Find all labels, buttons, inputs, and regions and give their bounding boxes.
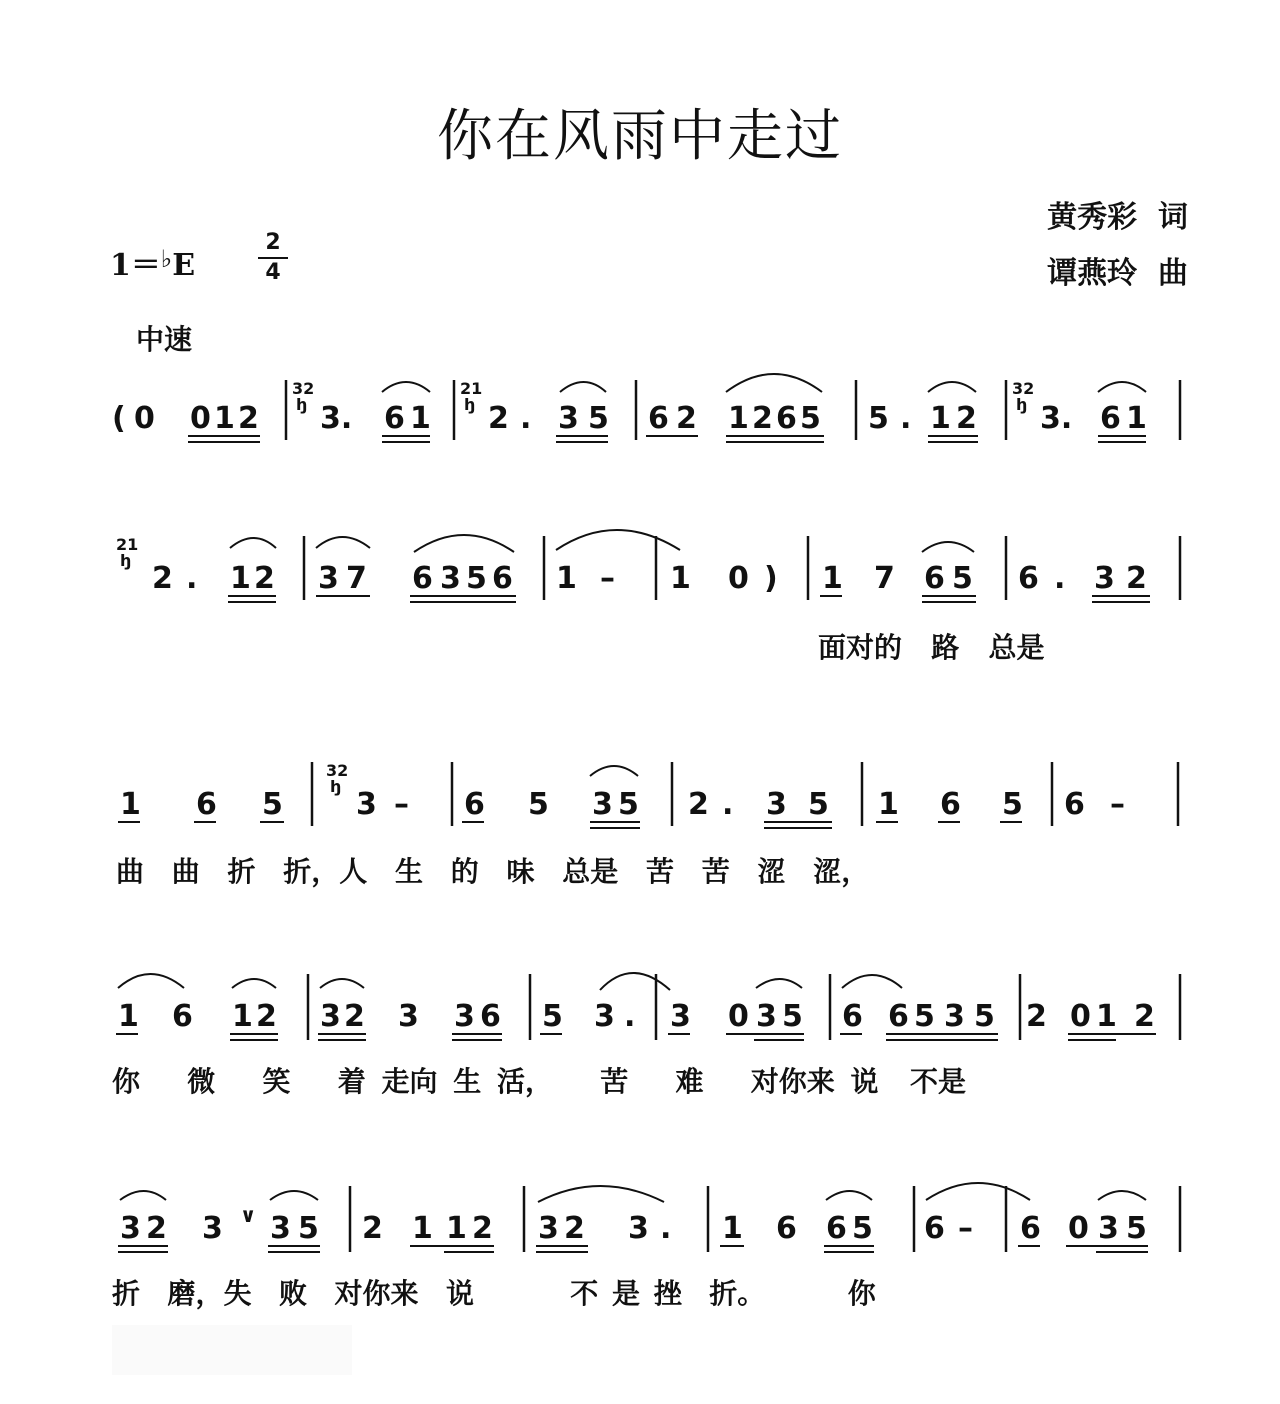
svg-text:6: 6 <box>1020 1211 1041 1246</box>
svg-text:5: 5 <box>868 401 889 436</box>
svg-text:6: 6 <box>826 1211 847 1246</box>
lyricist-credit: 黄秀彩 词 <box>1047 200 1188 235</box>
svg-text:3: 3 <box>454 999 475 1034</box>
svg-text:.: . <box>520 401 532 436</box>
svg-text:1: 1 <box>556 561 577 596</box>
svg-text:2: 2 <box>676 401 697 436</box>
svg-text:3: 3 <box>670 999 691 1034</box>
svg-text:1: 1 <box>410 401 431 436</box>
svg-text:2: 2 <box>362 1211 383 1246</box>
svg-text:3: 3 <box>594 999 615 1034</box>
svg-text:3: 3 <box>538 1211 559 1246</box>
svg-text:2: 2 <box>1134 999 1155 1034</box>
svg-text:5: 5 <box>952 561 973 596</box>
svg-text:3: 3 <box>766 787 787 822</box>
svg-text:ꜧ: ꜧ <box>296 395 308 414</box>
svg-text:5: 5 <box>914 999 935 1034</box>
svg-text:0: 0 <box>728 999 749 1034</box>
svg-text:3: 3 <box>1094 561 1115 596</box>
svg-text:6: 6 <box>888 999 909 1034</box>
key-prefix: 1＝ <box>110 248 161 283</box>
flat-sign: ♭ <box>160 244 173 273</box>
song-title: 你在风雨中走过 <box>437 104 843 169</box>
notation-row-4 <box>116 973 1180 1040</box>
svg-text:3: 3 <box>756 999 777 1034</box>
svg-text:2: 2 <box>1026 999 1047 1034</box>
svg-text:3: 3 <box>1098 1211 1119 1246</box>
svg-text:2: 2 <box>1126 561 1147 596</box>
svg-text:.: . <box>900 401 912 436</box>
svg-text:6: 6 <box>1064 787 1085 822</box>
svg-text:6: 6 <box>492 561 513 596</box>
svg-text:6: 6 <box>924 561 945 596</box>
svg-text:1: 1 <box>878 787 899 822</box>
svg-text:.: . <box>186 561 198 596</box>
svg-text:–: – <box>1110 787 1125 822</box>
svg-text:2: 2 <box>488 401 509 436</box>
svg-text:7: 7 <box>874 561 895 596</box>
svg-text:5: 5 <box>808 787 829 822</box>
svg-text:–: – <box>394 787 409 822</box>
svg-text:6: 6 <box>464 787 485 822</box>
svg-text:5: 5 <box>1126 1211 1147 1246</box>
svg-text:–: – <box>958 1211 973 1246</box>
svg-text:5: 5 <box>800 401 821 436</box>
svg-text:2: 2 <box>146 1211 167 1246</box>
svg-text:6: 6 <box>1100 401 1121 436</box>
svg-text:1: 1 <box>722 1211 743 1246</box>
svg-text:3: 3 <box>202 1211 223 1246</box>
notation-row-1 <box>112 374 1180 442</box>
lyric-line-2: 面对的 路 总是 <box>818 631 1045 664</box>
svg-text:0: 0 <box>134 401 155 436</box>
svg-text:5: 5 <box>852 1211 873 1246</box>
svg-text:1: 1 <box>230 561 251 596</box>
svg-text:2: 2 <box>688 787 709 822</box>
svg-text:3: 3 <box>558 401 579 436</box>
svg-text:5: 5 <box>782 999 803 1034</box>
svg-text:6: 6 <box>1018 561 1039 596</box>
svg-text:∨: ∨ <box>240 1203 257 1227</box>
svg-text:3: 3 <box>356 787 377 822</box>
svg-text:32: 32 <box>326 761 349 780</box>
svg-text:1: 1 <box>412 1211 433 1246</box>
lyric-line-5: 折 磨，失 败 对你来 说 不 是 挫 折。 你 <box>112 1277 876 1310</box>
svg-text:5: 5 <box>466 561 487 596</box>
svg-text:1: 1 <box>232 999 253 1034</box>
svg-text:2: 2 <box>752 401 773 436</box>
tempo-marking: 中速 <box>136 323 193 356</box>
svg-text:(: ( <box>112 401 126 436</box>
svg-text:3: 3 <box>440 561 461 596</box>
svg-text:3: 3 <box>592 787 613 822</box>
lyric-line-4: 你 微 笑 着 走向 生 活， 苦 难 对你来 说 不是 <box>112 1065 966 1098</box>
notation-row-2 <box>116 530 1180 602</box>
svg-text:1: 1 <box>728 401 749 436</box>
svg-text:ꜧ: ꜧ <box>1016 395 1028 414</box>
svg-text:–: – <box>600 561 615 596</box>
svg-text:32: 32 <box>292 379 315 398</box>
svg-text:3: 3 <box>398 999 419 1034</box>
svg-text:2: 2 <box>344 999 365 1034</box>
svg-text:5: 5 <box>298 1211 319 1246</box>
faint-smudge <box>112 1325 352 1375</box>
svg-text:2: 2 <box>152 561 173 596</box>
svg-text:5: 5 <box>542 999 563 1034</box>
svg-text:1: 1 <box>1096 999 1117 1034</box>
svg-text:2: 2 <box>256 999 277 1034</box>
svg-text:3: 3 <box>120 1211 141 1246</box>
svg-text:5: 5 <box>528 787 549 822</box>
svg-text:6: 6 <box>776 401 797 436</box>
svg-text:1: 1 <box>120 787 141 822</box>
composer-credit: 谭燕玲 曲 <box>1047 256 1188 291</box>
svg-text:1: 1 <box>118 999 139 1034</box>
svg-text:5: 5 <box>1002 787 1023 822</box>
svg-text:21: 21 <box>460 379 483 398</box>
svg-text:ꜧ: ꜧ <box>464 395 476 414</box>
svg-text:6: 6 <box>648 401 669 436</box>
svg-text:.: . <box>660 1211 672 1246</box>
svg-text:2: 2 <box>238 401 259 436</box>
svg-text:6: 6 <box>172 999 193 1034</box>
lyric-line-3: 曲 曲 折 折，人 生 的 味 总是 苦 苦 涩 涩， <box>116 855 870 888</box>
svg-text:7: 7 <box>346 561 367 596</box>
svg-text:5: 5 <box>974 999 995 1034</box>
svg-text:6: 6 <box>384 401 405 436</box>
notation-row-5 <box>118 1183 1180 1252</box>
svg-text:1: 1 <box>446 1211 467 1246</box>
svg-text:1: 1 <box>930 401 951 436</box>
svg-text:2: 2 <box>956 401 977 436</box>
svg-text:.: . <box>722 787 734 822</box>
svg-text:3.: 3. <box>1040 401 1073 436</box>
svg-text:1: 1 <box>214 401 235 436</box>
svg-text:0: 0 <box>1070 999 1091 1034</box>
svg-text:3: 3 <box>270 1211 291 1246</box>
svg-text:1: 1 <box>822 561 843 596</box>
svg-text:.: . <box>1054 561 1066 596</box>
svg-text:0: 0 <box>1068 1211 1089 1246</box>
meter-bottom: 4 <box>265 260 281 285</box>
meter-top: 2 <box>265 230 281 255</box>
svg-text:3: 3 <box>628 1211 649 1246</box>
svg-text:2: 2 <box>254 561 275 596</box>
svg-text:3.: 3. <box>320 401 353 436</box>
svg-text:.: . <box>624 999 636 1034</box>
svg-text:6: 6 <box>940 787 961 822</box>
svg-text:ꜧ: ꜧ <box>330 777 342 796</box>
svg-text:0: 0 <box>728 561 749 596</box>
svg-text:21: 21 <box>116 535 139 554</box>
svg-text:2: 2 <box>564 1211 585 1246</box>
svg-text:6: 6 <box>480 999 501 1034</box>
svg-text:3: 3 <box>944 999 965 1034</box>
svg-text:2: 2 <box>472 1211 493 1246</box>
svg-text:6: 6 <box>842 999 863 1034</box>
svg-text:5: 5 <box>262 787 283 822</box>
svg-text:6: 6 <box>196 787 217 822</box>
svg-text:1: 1 <box>1126 401 1147 436</box>
svg-text:6: 6 <box>776 1211 797 1246</box>
notation-row-3 <box>118 761 1178 828</box>
svg-text:): ) <box>764 561 778 596</box>
svg-text:1: 1 <box>670 561 691 596</box>
svg-text:5: 5 <box>588 401 609 436</box>
svg-text:3: 3 <box>318 561 339 596</box>
key-letter: E <box>172 248 196 283</box>
svg-text:5: 5 <box>618 787 639 822</box>
svg-text:3: 3 <box>320 999 341 1034</box>
svg-text:32: 32 <box>1012 379 1035 398</box>
svg-text:0: 0 <box>190 401 211 436</box>
svg-text:6: 6 <box>924 1211 945 1246</box>
svg-text:ꜧ: ꜧ <box>120 551 132 570</box>
svg-text:6: 6 <box>412 561 433 596</box>
